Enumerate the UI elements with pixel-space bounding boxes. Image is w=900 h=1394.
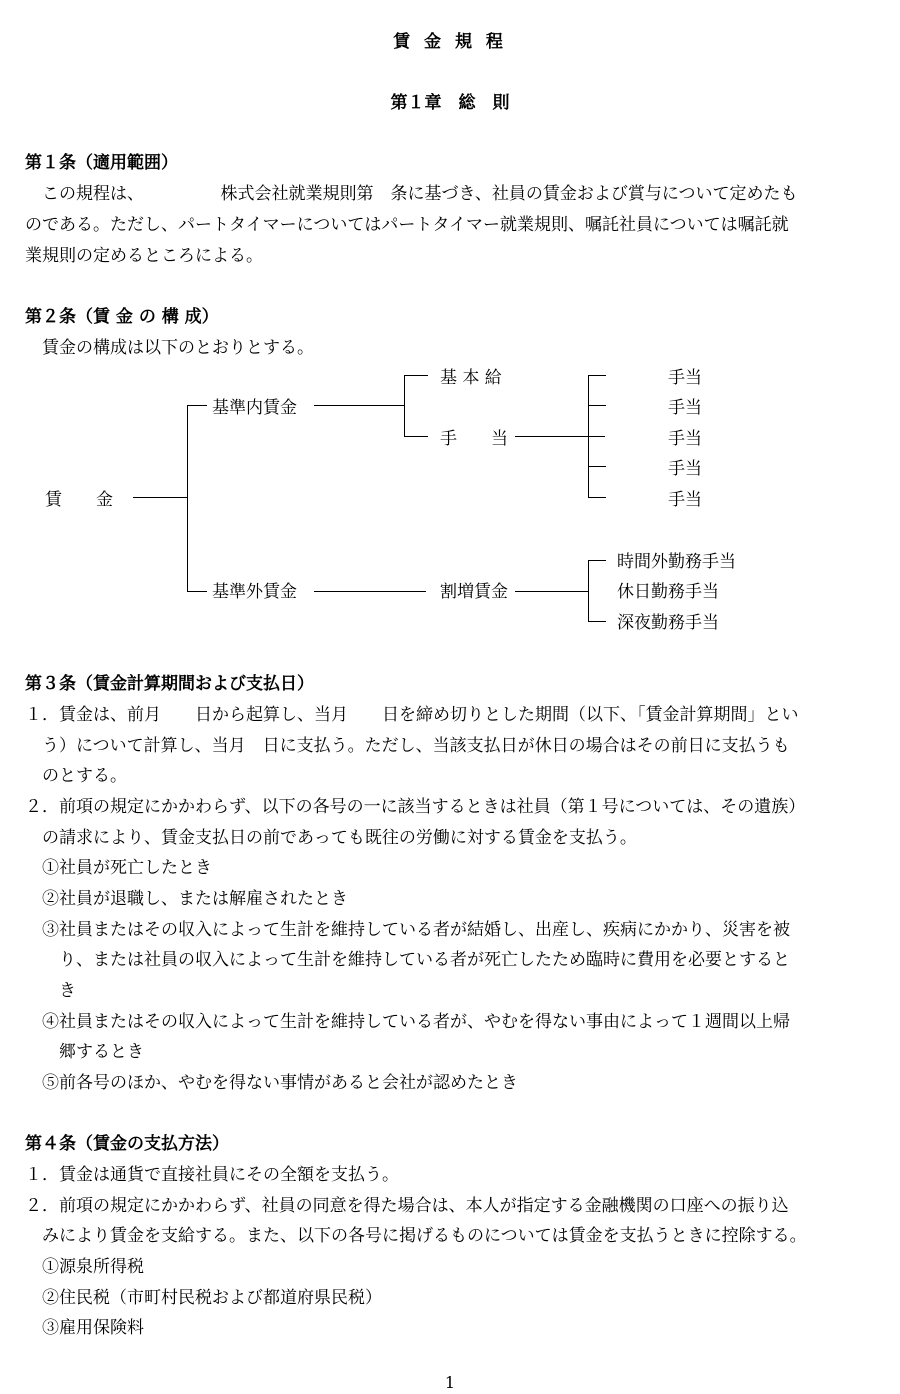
article-3-line: の請求により、賃金支払日の前であっても既往の労働に対する賃金を支払う。 [25,828,637,848]
page-number: 1 [444,1373,456,1392]
diagram-allowance-item: 手当 [668,429,702,449]
article-3-line: １．賃金は、前月 日から起算し、当月 日を締め切りとした期間（以下、「賃金計算期間」とい [25,705,799,725]
diagram-premium-item: 時間外勤務手当 [617,552,736,572]
diagram-connector [314,591,426,592]
diagram-connector [404,436,428,437]
article-3-line: ２．前項の規定にかかわらず、以下の各号の一に該当するときは社員（第１号については、その遺族） [25,797,806,817]
diagram-root-label: 賃 金 [45,490,113,510]
article-4-line: １．賃金は通貨で直接社員にその全額を支払う。 [25,1165,399,1185]
diagram-allowance-item: 手当 [668,398,702,418]
article-4-line: ③雇用保険料 [25,1318,144,1338]
article-4-line: ２．前項の規定にかかわらず、社員の同意を得た場合は、本人が指定する金融機関の口座への振り込 [25,1196,789,1216]
diagram-connector [588,466,606,467]
article-3-line: のとする。 [25,766,127,786]
diagram-connector [314,405,404,406]
article-1-heading: 第１条（適用範囲） [25,153,178,173]
diagram-connector [404,375,405,436]
diagram-connector [187,405,188,592]
article-2-intro: 賃金の構成は以下のとおりとする。 [25,338,314,358]
diagram-premium-item: 深夜勤務手当 [617,613,719,633]
diagram-premium-item: 休日勤務手当 [617,582,719,602]
diagram-connector [588,497,606,498]
diagram-connector [404,375,428,376]
article-3-line: き [25,981,76,1001]
article-3-heading: 第３条（賃金計算期間および支払日） [25,674,314,694]
diagram-connector [588,375,606,376]
article-4-line: みにより賃金を支給する。また、以下の各号に掲げるものについては賃金を支払うときに控除する。 [25,1226,807,1246]
diagram-allowance-label: 手 当 [440,429,508,449]
diagram-connector [187,591,207,592]
article-3-line: ④社員またはその収入によって生計を維持している者が、やむを得ない事由によって１週間以上帰 [25,1012,790,1032]
diagram-inner-wage-label: 基準内賃金 [212,398,297,418]
article-4-line: ②住民税（市町村民税および都道府県民税） [25,1288,382,1308]
diagram-connector [588,621,606,622]
article-4-heading: 第４条（賃金の支払方法） [25,1134,229,1154]
article-3-line: ①社員が死亡したとき [25,858,212,878]
article-3-line: り、または社員の収入によって生計を維持している者が死亡したため臨時に費用を必要とすると [25,950,790,970]
diagram-connector [187,405,207,406]
article-2-heading: 第２条（賃 金 の 構 成） [25,307,219,327]
diagram-allowance-item: 手当 [668,368,702,388]
diagram-connector [588,560,589,622]
article-1-line: のである。ただし、パートタイマーについてはパートタイマー就業規則、嘱託社員については嘱託就 [25,215,789,235]
diagram-connector [588,375,589,497]
diagram-connector [515,436,605,437]
document-title: 賃 金 規 程 [393,32,507,52]
article-4-line: ①源泉所得税 [25,1257,144,1277]
diagram-basic-pay-label: 基 本 給 [440,368,502,388]
article-3-line: 郷するとき [25,1042,144,1062]
diagram-allowance-item: 手当 [668,459,702,479]
diagram-allowance-item: 手当 [668,490,702,510]
diagram-premium-label: 割増賃金 [440,582,508,602]
diagram-connector [588,560,606,561]
chapter-heading: 第１章 総 則 [390,93,510,113]
article-3-line: う）について計算し、当月 日に支払う。ただし、当該支払日が休日の場合はその前日に支払うも [25,736,790,756]
article-1-line: この規程は、 株式会社就業規則第 条に基づき、社員の賃金および賞与について定めたも [25,184,798,204]
article-1-line: 業規則の定めるところによる。 [25,246,263,266]
article-3-line: ②社員が退職し、または解雇されたとき [25,889,348,909]
article-3-line: ③社員またはその収入によって生計を維持している者が結婚し、出産し、疾病にかかり、災害を被 [25,920,790,940]
diagram-connector [588,405,606,406]
diagram-connector [515,591,588,592]
article-3-line: ⑤前各号のほか、やむを得ない事情があると会社が認めたとき [25,1073,518,1093]
diagram-outer-wage-label: 基準外賃金 [212,582,297,602]
diagram-connector [133,497,188,498]
